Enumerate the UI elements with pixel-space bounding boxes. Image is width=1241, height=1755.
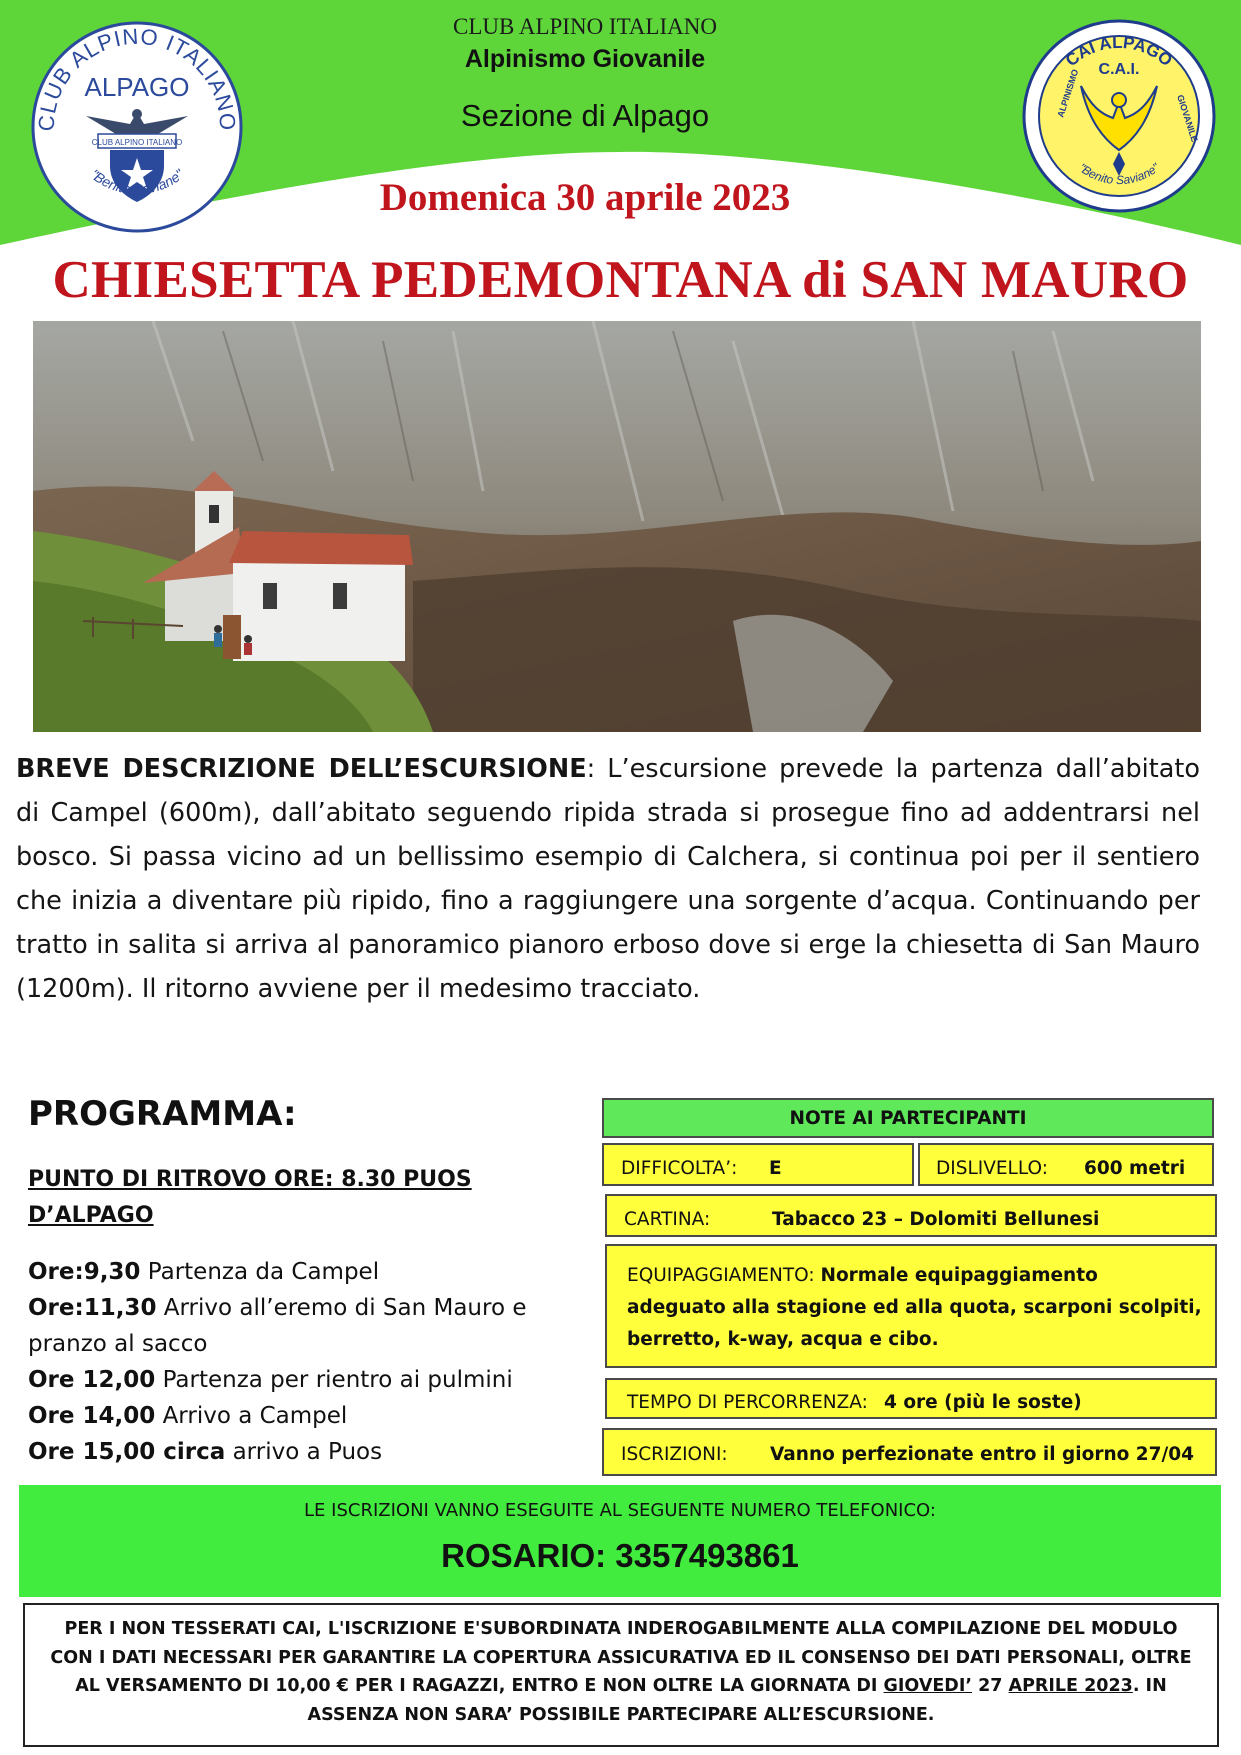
section-name: Sezione di Alpago [460, 98, 710, 133]
enrollment-value: Vanno perfezionate entro il giorno 27/04 [770, 1444, 1195, 1465]
logo-left-bottom-text: "Benito Saviane" [87, 165, 187, 198]
contact-label: LE ISCRIZIONI VANNO ESEGUITE AL SEGUENTE NUMERO TELEFONICO: [304, 1500, 936, 1521]
notes-heading: NOTE AI PARTECIPANTI [602, 1098, 1214, 1138]
club-name: CLUB ALPINO ITALIANO [453, 14, 717, 39]
schedule-text: Partenza da Campel [140, 1259, 380, 1285]
schedule-time: Ore 15,00 circa [28, 1439, 226, 1465]
enrollment-box [602, 1428, 1217, 1476]
equipment-value-1: Normale equipaggiamento [820, 1265, 1098, 1286]
logo-right-arc-text: CAI ALPAGO [1061, 32, 1177, 71]
meeting-point: PUNTO DI RITROVO ORE: 8.30 PUOS D’ALPAGO [28, 1167, 472, 1228]
schedule-text: arrivo a Puos [225, 1439, 383, 1465]
group-name: Alpinismo Giovanile [464, 45, 706, 73]
logo-right-center-text: C.A.I. [1098, 61, 1140, 78]
equipment-value-2: adeguato alla stagione ed alla quota, scarponi scolpiti, [627, 1297, 1202, 1318]
programma-heading: PROGRAMMA: [28, 1094, 297, 1134]
schedule-text: Arrivo a Campel [155, 1403, 348, 1429]
schedule-time: Ore:11,30 [28, 1295, 157, 1321]
disclaimer-month: APRILE 2023 [1008, 1676, 1133, 1696]
elevation-box [918, 1143, 1214, 1186]
difficulty-value: E [769, 1158, 782, 1179]
schedule-list [28, 1254, 568, 1470]
event-title: CHIESETTA PEDEMONTANA di SAN MAURO [52, 251, 1189, 309]
time-label: TEMPO DI PERCORRENZA: [627, 1392, 868, 1413]
schedule-item [28, 1254, 568, 1290]
schedule-time: Ore:9,30 [28, 1259, 141, 1285]
contact-band [19, 1485, 1221, 1597]
schedule-text: Arrivo all’eremo di San Mauro e pranzo al sacco [28, 1295, 527, 1357]
logo-left-ribbon-text: CLUB ALPINO ITALIANO [91, 138, 183, 147]
time-value: 4 ore (più le soste) [884, 1392, 1082, 1413]
time-box [605, 1378, 1217, 1419]
elevation-label: DISLIVELLO: [936, 1158, 1048, 1179]
event-date: Domenica 30 aprile 2023 [379, 176, 791, 219]
logo-right-side-right: GIOVANILE [1175, 93, 1200, 144]
logo-right-side-left: ALPINISMO [1055, 67, 1081, 119]
enrollment-label: ISCRIZIONI: [621, 1444, 728, 1465]
map-value: Tabacco 23 – Dolomiti Bellunesi [772, 1209, 1100, 1230]
schedule-item [28, 1362, 568, 1398]
disclaimer-date-num: 27 [972, 1676, 1009, 1696]
schedule-time: Ore 14,00 [28, 1403, 156, 1429]
excursion-description [16, 747, 1200, 1011]
contact-phone: ROSARIO: 3357493861 [441, 1537, 799, 1574]
map-box [605, 1194, 1217, 1237]
equipment-label: EQUIPAGGIAMENTO: [627, 1265, 821, 1286]
equipment-box [605, 1244, 1217, 1368]
disclaimer-day: GIOVEDI’ [883, 1676, 972, 1696]
difficulty-label: DIFFICOLTA’: [621, 1158, 738, 1179]
disclaimer-box [23, 1603, 1219, 1747]
map-label: CARTINA: [624, 1209, 711, 1230]
equipment-value-3: berretto, k-way, acqua e cibo. [627, 1329, 939, 1350]
schedule-item [28, 1398, 568, 1434]
elevation-value: 600 metri [1084, 1158, 1186, 1179]
difficulty-box [602, 1143, 914, 1186]
logo-right-bottom-text: "Benito Saviane" [1075, 160, 1163, 188]
disclaimer-text: PER I NON TESSERATI CAI, L'ISCRIZIONE E'SUBORDINATA INDEROGABILMENTE ALLA COMPILAZIONE DEL MODULO CON I DATI NECESSARI PER GARANTIRE LA COPERTURA ASSICURATIVA ED IL CONSENSO DEI DATI PERSONALI, OLTRE AL VERSAMENTO DI 10,00 € PER I RAGAZZI, ENTRO E NON OLTRE LA GIORNATA DI [50, 1619, 1192, 1696]
schedule-item [28, 1290, 568, 1362]
description-label: BREVE DESCRIZIONE DELL’ESCURSIONE [16, 754, 587, 784]
schedule-text: Partenza per rientro ai pulmini [155, 1367, 513, 1393]
description-text: : L’escursione prevede la partenza dall’abitato di Campel (600m), dall’abitato seguendo ripida strada si prosegue fino ad addentrarsi nel bosco. Si passa vicino ad un bellissimo esempio di Calchera, si continua poi per il sentiero che inizia a diventare più ripido, fino a raggiungere una sorgente d’acqua. Continuando per tratto in salita si arriva al panoramico pianoro erboso dove si erge la chiesetta di San Mauro (1200m). Il ritorno avviene per il medesimo tracciato. [16, 754, 1200, 1004]
church-landscape-photo [33, 321, 1201, 732]
logo-left-center-text: ALPAGO [84, 72, 190, 102]
disclaimer-text-end: . IN ASSENZA NON SARA’ POSSIBILE PARTECIPARE ALL’ESCURSIONE. [307, 1676, 1167, 1725]
schedule-item [28, 1434, 568, 1470]
logo-left-arc-text: CLUB ALPINO ITALIANO [33, 23, 241, 132]
schedule-time: Ore 12,00 [28, 1367, 156, 1393]
